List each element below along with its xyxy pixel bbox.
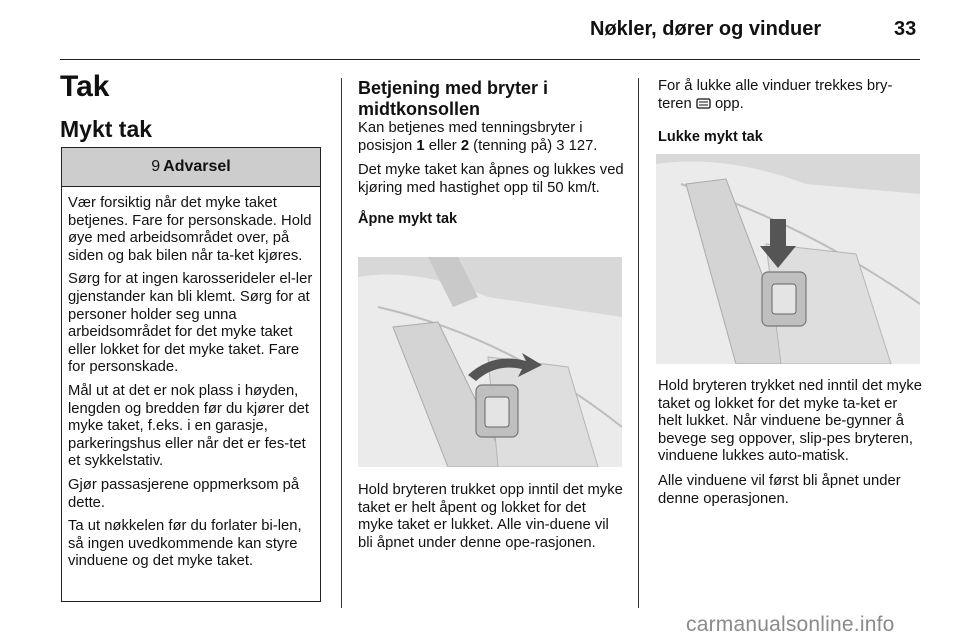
warning-body xyxy=(62,187,320,571)
ignition-position-1: 1 xyxy=(416,137,425,154)
header-rule xyxy=(60,59,920,60)
warning-symbol: 9 xyxy=(151,158,161,175)
warning-paragraph: Vær forsiktig når det myke taket betjenes. Fare for personskade. Hold øye med arbeidsområdet over, på siden og bak bilen når ta-ket kjøres. xyxy=(68,195,312,264)
page-reference: 127. xyxy=(564,137,598,154)
operation-intro: Kan betjenes med tenningsbryter i posisjon 1 eller 2 (tenning på) 3 127. xyxy=(358,120,598,154)
warning-paragraph: Sørg for at ingen karosserideler el-ler gjenstander kan bli klemt. Sørg for at personer holder seg unna arbeidsområdet for det myke taket eller lokket for det myke taket. Fare for personskade. xyxy=(68,271,313,376)
page-reference-symbol: 3 xyxy=(556,137,565,154)
open-roof-heading: Åpne mykt tak xyxy=(358,211,458,228)
subsection-heading: Mykt tak xyxy=(60,116,153,142)
close-windows-note: For å lukke alle vinduer trekkes bry-teren opp. xyxy=(658,78,924,115)
warning-paragraph: Ta ut nøkkelen før du forlater bi-len, så ingen uvedkommende kan styre vinduene og det myke taket. xyxy=(68,518,302,570)
close-roof-text xyxy=(658,378,924,515)
operation-heading: Betjening med bryter i midtkonsollen xyxy=(358,78,549,119)
ignition-position-2: 2 xyxy=(460,137,470,154)
column-divider-2 xyxy=(638,78,639,608)
warning-title: Advarsel xyxy=(163,158,231,175)
operation-column xyxy=(358,78,624,227)
close-roof-note: Alle vinduene vil først bli åpnet under denne operasjonen. xyxy=(658,472,901,507)
open-roof-illustration xyxy=(358,257,622,467)
warning-box xyxy=(61,147,321,602)
close-roof-heading: Lukke mykt tak xyxy=(658,129,763,146)
close-roof-illustration xyxy=(656,154,920,364)
page-header-title: Nøkler, dører og vinduer xyxy=(590,18,822,40)
closing-column xyxy=(658,78,924,145)
warning-header xyxy=(62,148,320,187)
page-number: 33 xyxy=(894,18,917,40)
roof-switch-icon xyxy=(696,97,711,116)
warning-paragraph: Mål ut at det er nok plass i høyden, lengden og bredden før du kjører det myke taket, f.eks. i en garasje, parkeringshus eller når det er fes-tet et sykkelstativ. xyxy=(68,382,310,470)
speed-limit-note: Det myke taket kan åpnes og lukkes ved kjøring med hastighet opp til 50 km/t. xyxy=(358,162,624,196)
warning-paragraph: Gjør passasjerene oppmerksom på dette. xyxy=(68,476,300,511)
section-heading: Tak xyxy=(60,70,110,103)
column-divider-1 xyxy=(341,78,342,608)
close-roof-instructions: Hold bryteren trykket ned inntil det myke taket og lokket for det myke ta-ket er helt lukket. Når vinduene be-gynner å bevege seg oppover, slip-pes bryteren, vinduene lukkes auto-matisk. xyxy=(658,378,922,465)
open-roof-instructions: Hold bryteren trukket opp inntil det myke taket er helt åpent og lokket for det myke taket er lukket. Alle vin-duene vil bli åpnet under denne ope-rasjonen. xyxy=(358,482,623,551)
watermark: carmanualsonline.info xyxy=(686,613,895,636)
